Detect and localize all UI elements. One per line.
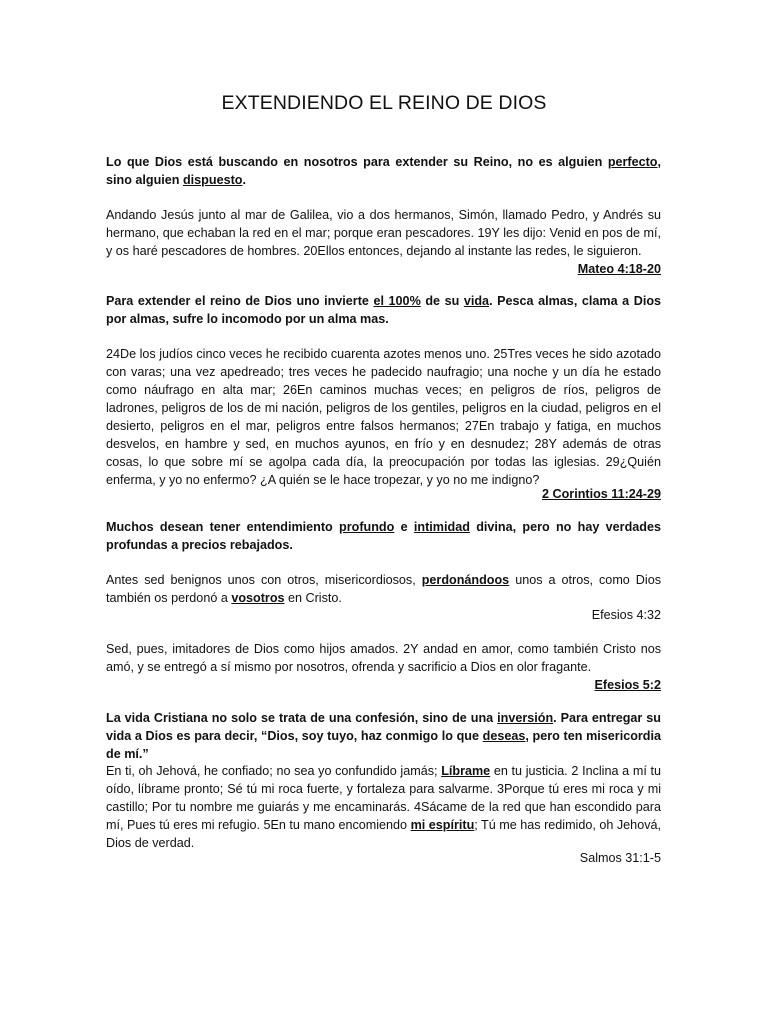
section4-passage-text-3: ; Tú me has redimido, oh Jehová, Dios de verdad. [106, 818, 661, 850]
section2-intro-underline-100: el 100% [373, 294, 421, 308]
section2-intro [106, 292, 661, 328]
section3-intro [106, 518, 661, 554]
section3-passage2: Sed, pues, imitadores de Dios como hijos amados. 2Y andad en amor, como también Cristo nos amó, y se entregó a sí mismo por nosotros, ofrenda y sacrificio a Dios en olor fragante. [106, 642, 661, 674]
section2-intro-text: Para extender el reino de Dios uno invierte [106, 294, 374, 308]
section4-intro-text: La vida Cristiana no solo se trata de una confesión, sino de una [106, 711, 498, 725]
section3-intro-underline-intimidad: intimidad [413, 520, 470, 534]
section4-intro-underline-inversion: inversión [497, 711, 554, 725]
section1-passage: Andando Jesús junto al mar de Galilea, vio a dos hermanos, Simón, llamado Pedro, y Andrés su hermano, que echaban la red en el mar; porque eran pescadores. 19Y les dijo: Venid en pos de mí, y os haré pescadores de hombres. 20Ellos entonces, dejando al instante las redes, le siguieron. [106, 208, 661, 258]
section3-passage1-underline-vosotros: vosotros [231, 591, 285, 605]
section1-intro-underline-perfecto: perfecto [607, 155, 658, 169]
section3-intro-text: Muchos desean tener entendimiento [106, 520, 340, 534]
section3-reference1: Efesios 4:32 [591, 608, 661, 622]
section1-intro-text-3: . [242, 173, 246, 187]
section4-passage [106, 762, 661, 852]
section4-passage-text: En ti, oh Jehová, he confiado; no sea yo confundido jamás; [106, 764, 442, 778]
section3-reference2: Efesios 5:2 [594, 678, 661, 692]
section3-passage1-text-2: unos a otros, como Dios también os perdonó a [106, 573, 662, 605]
section3-intro-text-2: e [394, 520, 414, 534]
section2-passage: 24De los judíos cinco veces he recibido cuarenta azotes menos uno. 25Tres veces he sido azotado con varas; una vez apedreado; tres veces he padecido naufragio; una noche y un día he estado como náufrago en alta mar; 26En caminos muchas veces; en peligros de ríos, peligros de ladrones, peligros de los de mi nación, peligros de los gentiles, peligros en la ciudad, peligros en el desierto, peligros en el mar, peligros entre falsos hermanos; 27En trabajo y fatiga, en muchos desvelos, en hambre y sed, en muchos ayunos, en frío y en desnudez; 28Y además de otras cosas, lo que sobre mí se agolpa cada día, la preocupación por todas las iglesias. 29¿Quién enferma, y yo no enfermo? ¿A quién se le hace tropezar, y yo no me indigno? [106, 347, 661, 487]
section4-reference: Salmos 31:1-5 [579, 851, 661, 865]
section1-reference: Mateo 4:18-20 [577, 262, 661, 276]
section1-intro-underline-dispuesto: dispuesto [182, 173, 243, 187]
section4-passage-text-2: en tu justicia. 2 Inclina a mí tu oído, líbrame pronto; Sé tú mi roca fuerte, y fortaleza para salvarme. 3Porque tú eres mi roca y mi castillo; Por tu nombre me guiarás y me encaminarás. 4Sácame de la red que han escondido para mí, Pues tú eres mi refugio. 5En tu mano encomiendo [106, 764, 661, 832]
section4-passage-underline-mi-espiritu: mi espíritu [410, 818, 475, 832]
document-title: EXTENDIENDO EL REINO DE DIOS [221, 92, 547, 114]
section4-intro-underline-deseas: deseas [482, 729, 526, 743]
section2-intro-text-2: de su [420, 294, 464, 308]
section3-intro-underline-profundo: profundo [339, 520, 395, 534]
section4-intro [106, 709, 661, 763]
section1-intro [106, 153, 661, 189]
section4-intro-text-3: , pero ten misericordia de mí.” [106, 729, 661, 761]
section2-intro-text-3: . Pesca almas, clama a Dios por almas, sufre lo incomodo por un alma mas. [106, 294, 662, 326]
section3-passage1 [106, 571, 661, 607]
section3-passage1-underline-perdonandoos: perdonándoos [421, 573, 510, 587]
section3-passage1-text: Antes sed benignos unos con otros, misericordiosos, [106, 573, 422, 587]
section4-passage-underline-librame: Líbrame [441, 764, 491, 778]
section2-intro-underline-vida: vida [463, 294, 490, 308]
section2-reference: 2 Corintios 11:24-29 [542, 487, 661, 501]
section4-intro-text-2: . Para entregar su vida a Dios es para decir, “Dios, soy tuyo, haz conmigo lo que [106, 711, 661, 743]
section3-intro-text-3: divina, pero no hay verdades profundas a precios rebajados. [106, 520, 661, 552]
section3-passage1-text-3: en Cristo. [284, 591, 342, 605]
section1-intro-text-2: , sino alguien [106, 155, 661, 187]
section1-intro-text: Lo que Dios está buscando en nosotros para extender su Reino, no es alguien [106, 155, 608, 169]
